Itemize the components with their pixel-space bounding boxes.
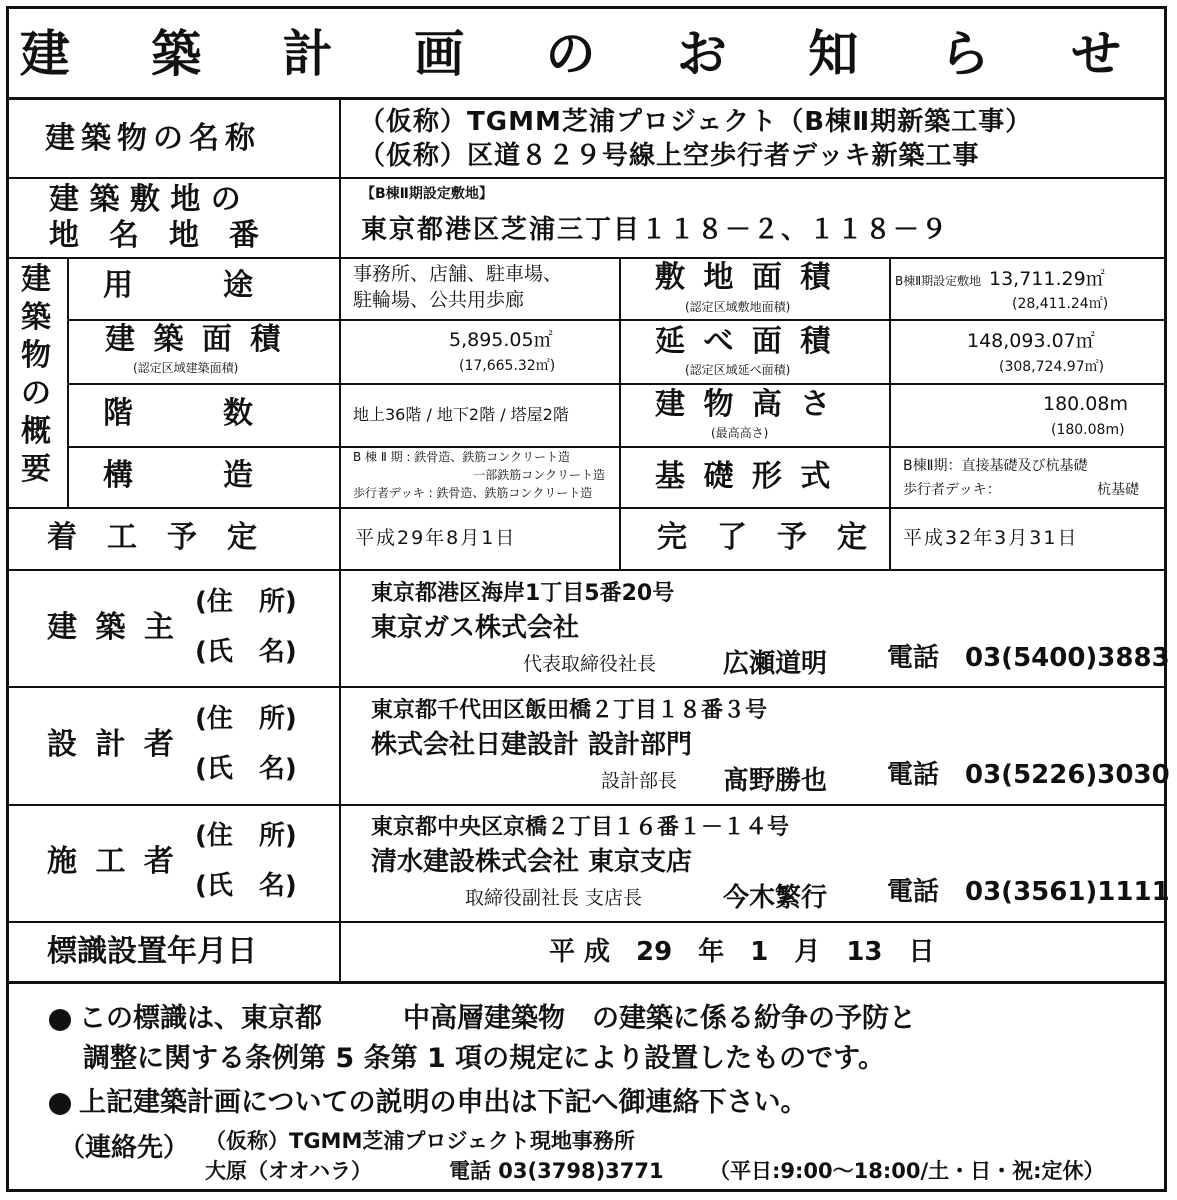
height-sub: (180.08m) xyxy=(1051,422,1125,438)
divider xyxy=(9,921,1164,923)
contractor-company: 清水建設株式会社 東京支店 xyxy=(371,847,693,877)
start-label: 着 工 予 定 xyxy=(47,520,257,555)
structure-line3: 歩行者デッキ : 鉄骨造、鉄筋コンクリート造 xyxy=(353,486,593,500)
site-label-line2: 地 名 地 番 xyxy=(49,218,259,253)
owner-name-label: (氏 名) xyxy=(195,637,297,667)
building-area-sublabel: (認定区域建築面積) xyxy=(133,361,239,375)
foundation-line2-right: 杭基礎 xyxy=(1097,482,1139,498)
height-value: 180.08m xyxy=(1043,393,1128,415)
use-value-line2: 駐輪場、公共用歩廊 xyxy=(353,289,525,311)
designer-phone: 03(5226)3030 xyxy=(965,760,1170,790)
site-area-prefix: B棟Ⅱ期設定敷地 xyxy=(895,274,982,288)
divider xyxy=(9,804,1164,806)
bullet-icon xyxy=(49,1009,71,1031)
divider xyxy=(9,257,1164,259)
designer-title: 設計部長 xyxy=(601,770,678,792)
building-area-label: 建 築 面 積 xyxy=(105,322,285,357)
owner-phone-label: 電話 xyxy=(887,643,940,673)
bullet-icon xyxy=(49,1093,71,1115)
divider xyxy=(619,257,621,569)
owner-address: 東京都港区海岸1丁目5番20号 xyxy=(371,581,675,606)
divider xyxy=(339,97,341,981)
notice-board xyxy=(6,6,1170,1192)
contractor-phone-label: 電話 xyxy=(887,877,940,907)
floors-value: 地上36階 / 地下2階 / 塔屋2階 xyxy=(353,405,569,424)
owner-title: 代表取締役社長 xyxy=(523,653,657,675)
note1-line1-text: この標識は、東京都 中高層建築物 の建築に係る紛争の予防と xyxy=(79,1003,916,1034)
structure-line1: B 棟 Ⅱ 期 : 鉄骨造、鉄筋コンクリート造 xyxy=(353,450,571,464)
site-address: 東京都港区芝浦三丁目１１８－２、１１８－９ xyxy=(361,215,950,245)
height-label: 建 物 高 さ xyxy=(655,387,835,422)
building-area-value: 5,895.05㎡ xyxy=(449,329,553,351)
floor-area-value: 148,093.07㎡ xyxy=(967,330,1095,352)
owner-role: 建 築 主 xyxy=(47,610,178,645)
structure-label: 構 造 xyxy=(103,458,253,493)
page-title: 建 築 計 画 の お 知 ら せ xyxy=(19,25,1154,83)
building-name-line1: （仮称）TGMM芝浦プロジェクト（B棟Ⅱ期新築工事） xyxy=(359,107,1033,137)
designer-role: 設 計 者 xyxy=(47,727,178,762)
sign-date-label: 標識設置年月日 xyxy=(47,934,257,969)
divider xyxy=(9,97,1164,100)
use-label: 用 途 xyxy=(103,268,253,303)
designer-address-label: (住 所) xyxy=(195,704,297,734)
end-label: 完 了 予 定 xyxy=(657,520,867,555)
owner-phone: 03(5400)3883 xyxy=(965,643,1170,673)
site-area-label: 敷 地 面 積 xyxy=(655,260,835,295)
building-name-label: 建築物の名称 xyxy=(45,121,261,156)
structure-line2: 一部鉄筋コンクリート造 xyxy=(473,468,605,482)
floor-area-sub: (308,724.97㎡) xyxy=(999,359,1105,375)
floor-area-label: 延 べ 面 積 xyxy=(655,324,835,359)
start-value: 平成29年8月1日 xyxy=(355,527,517,549)
divider xyxy=(889,257,891,569)
contact-phone: 電話 03(3798)3771 xyxy=(449,1159,664,1183)
side-char: の xyxy=(21,376,51,411)
designer-name-label: (氏 名) xyxy=(195,754,297,784)
building-name-line2: （仮称）区道８２９号線上空歩行者デッキ新築工事 xyxy=(359,141,980,171)
contractor-address: 東京都中央区京橋２丁目１６番１－１４号 xyxy=(371,815,790,840)
divider xyxy=(69,319,1164,321)
site-area-sublabel: (認定区域敷地面積) xyxy=(685,300,791,314)
side-char: 築 xyxy=(21,300,51,335)
designer-phone-label: 電話 xyxy=(887,760,940,790)
side-char: 概 xyxy=(21,414,51,449)
sign-date-value: 平 成 29 年 1 月 13 日 xyxy=(549,937,935,967)
designer-person: 髙野勝也 xyxy=(723,766,828,796)
designer-address: 東京都千代田区飯田橋２丁目１８番３号 xyxy=(371,698,768,723)
designer-company: 株式会社日建設計 設計部門 xyxy=(371,730,693,760)
building-area-sub: (17,665.32㎡) xyxy=(459,358,556,374)
divider xyxy=(69,446,1164,448)
contractor-phone: 03(3561)1111 xyxy=(965,877,1170,907)
divider xyxy=(9,569,1164,571)
contractor-person: 今木繁行 xyxy=(723,883,828,913)
divider xyxy=(69,383,1164,385)
note2 xyxy=(49,1089,807,1116)
side-char: 要 xyxy=(21,452,51,487)
divider xyxy=(9,981,1164,984)
height-sublabel: (最高高さ) xyxy=(711,426,769,440)
site-area-value: 13,711.29㎡ xyxy=(989,268,1105,290)
site-area-sub: (28,411.24㎡) xyxy=(1012,296,1109,312)
site-label-line1: 建 築 敷 地 の xyxy=(49,182,241,217)
contact-name: 大原（オオハラ） xyxy=(205,1159,372,1183)
divider xyxy=(9,507,1164,509)
note1-line2: 調整に関する条例第 5 条第 1 項の規定により設置したものです。 xyxy=(83,1043,886,1074)
site-note: 【B棟Ⅱ期設定敷地】 xyxy=(361,186,493,202)
foundation-line2-left: 歩行者デッキ： xyxy=(903,482,1001,498)
side-char: 物 xyxy=(21,338,51,373)
side-char: 建 xyxy=(21,262,51,297)
owner-person: 広瀬道明 xyxy=(723,649,828,679)
divider xyxy=(9,177,1164,179)
owner-address-label: (住 所) xyxy=(195,587,297,617)
note1-line1 xyxy=(49,1005,916,1032)
contact-line1: （仮称）TGMM芝浦プロジェクト現地事務所 xyxy=(205,1129,635,1153)
contractor-title: 取締役副社長 支店長 xyxy=(465,887,643,909)
note2-text: 上記建築計画についての説明の申出は下記へ御連絡下さい。 xyxy=(79,1087,808,1118)
divider xyxy=(67,257,69,507)
contractor-address-label: (住 所) xyxy=(195,821,297,851)
use-value-line1: 事務所、店舗、駐車場、 xyxy=(353,263,563,285)
end-value: 平成32年3月31日 xyxy=(903,527,1079,549)
owner-company: 東京ガス株式会社 xyxy=(371,613,580,643)
foundation-label: 基 礎 形 式 xyxy=(655,459,835,494)
foundation-line1: B棟Ⅱ期：直接基礎及び杭基礎 xyxy=(903,458,1088,474)
contact-hours: （平日:9:00～18:00/土・日・祝:定休） xyxy=(709,1159,1105,1183)
contractor-name-label: (氏 名) xyxy=(195,871,297,901)
floor-area-sublabel: (認定区域延べ面積) xyxy=(685,363,791,377)
contractor-role: 施 工 者 xyxy=(47,844,178,879)
divider xyxy=(9,686,1164,688)
floors-label: 階 数 xyxy=(103,396,253,431)
contact-label: （連絡先） xyxy=(59,1133,190,1163)
